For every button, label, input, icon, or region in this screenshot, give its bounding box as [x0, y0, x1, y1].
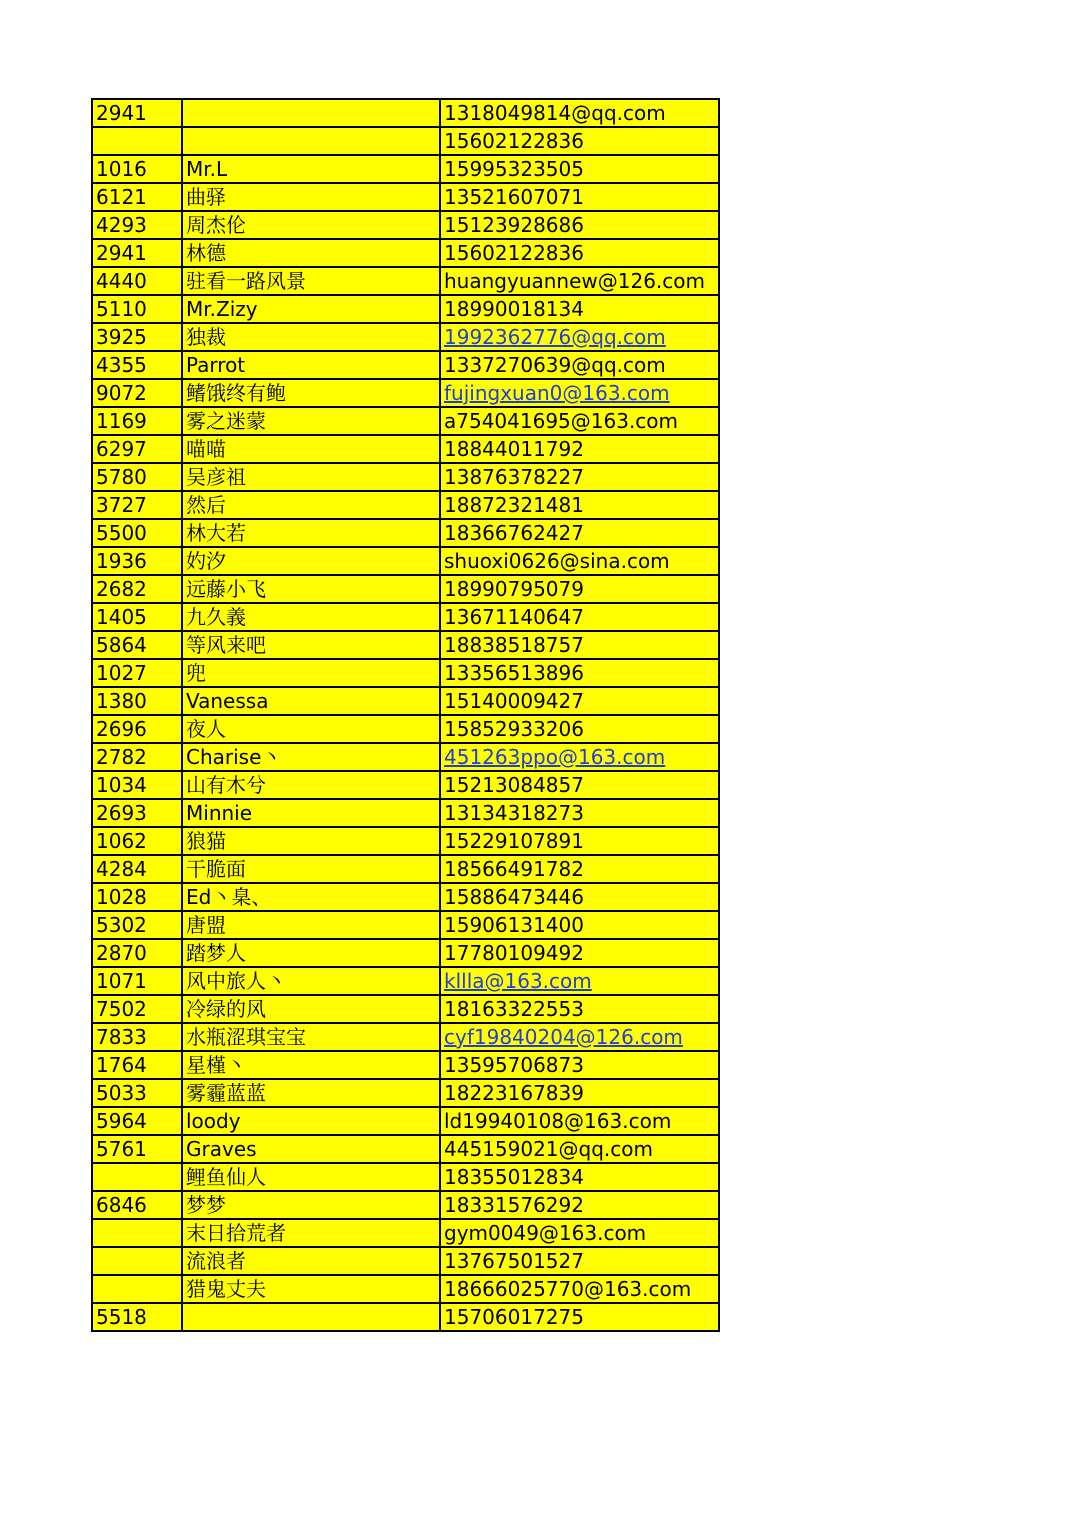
email-link[interactable]: 451263ppo@163.com	[444, 745, 666, 769]
id-cell: 4440	[92, 267, 182, 295]
contact-cell: 15602122836	[440, 127, 719, 155]
name-cell: 兜	[182, 659, 440, 687]
contact-cell	[440, 1023, 719, 1051]
name-cell: 驻看一路风景	[182, 267, 440, 295]
name-cell: 林德	[182, 239, 440, 267]
table-row	[92, 155, 719, 183]
id-cell	[92, 1275, 182, 1303]
id-cell: 1034	[92, 771, 182, 799]
id-cell: 1071	[92, 967, 182, 995]
name-cell: Minnie	[182, 799, 440, 827]
name-cell: 独裁	[182, 323, 440, 351]
table-row	[92, 295, 719, 323]
contact-cell: 1318049814@qq.com	[440, 99, 719, 127]
contact-cell: 13595706873	[440, 1051, 719, 1079]
contact-cell: shuoxi0626@sina.com	[440, 547, 719, 575]
contact-cell: 18990018134	[440, 295, 719, 323]
table-row	[92, 939, 719, 967]
name-cell: 妁汐	[182, 547, 440, 575]
contact-cell: 15229107891	[440, 827, 719, 855]
name-cell: 九久義	[182, 603, 440, 631]
contact-cell: 13356513896	[440, 659, 719, 687]
name-cell: 风中旅人丶	[182, 967, 440, 995]
contact-cell: 18331576292	[440, 1191, 719, 1219]
name-cell: 夜人	[182, 715, 440, 743]
contact-cell: 15906131400	[440, 911, 719, 939]
contact-cell: 15140009427	[440, 687, 719, 715]
name-cell: 然后	[182, 491, 440, 519]
id-cell: 2870	[92, 939, 182, 967]
table-row	[92, 855, 719, 883]
table-row	[92, 883, 719, 911]
name-cell	[182, 99, 440, 127]
contact-cell: 18838518757	[440, 631, 719, 659]
contact-cell: 1337270639@qq.com	[440, 351, 719, 379]
id-cell: 5033	[92, 1079, 182, 1107]
id-cell: 1169	[92, 407, 182, 435]
id-cell: 6121	[92, 183, 182, 211]
id-cell: 5518	[92, 1303, 182, 1331]
table-row	[92, 1247, 719, 1275]
contact-cell: 18990795079	[440, 575, 719, 603]
contact-cell: 15995323505	[440, 155, 719, 183]
contact-cell: 18666025770@163.com	[440, 1275, 719, 1303]
table-row	[92, 827, 719, 855]
email-link[interactable]: cyf19840204@126.com	[444, 1025, 683, 1049]
contact-cell: a754041695@163.com	[440, 407, 719, 435]
id-cell: 1405	[92, 603, 182, 631]
id-cell: 7833	[92, 1023, 182, 1051]
id-cell: 2696	[92, 715, 182, 743]
table-row	[92, 407, 719, 435]
name-cell: 鳍饿终有鲍	[182, 379, 440, 407]
name-cell: Graves	[182, 1135, 440, 1163]
contact-cell: 17780109492	[440, 939, 719, 967]
id-cell: 2941	[92, 239, 182, 267]
id-cell: 5761	[92, 1135, 182, 1163]
table-row	[92, 687, 719, 715]
name-cell: 水瓶涩琪宝宝	[182, 1023, 440, 1051]
name-cell	[182, 1303, 440, 1331]
table-row	[92, 239, 719, 267]
id-cell: 5302	[92, 911, 182, 939]
id-cell	[92, 1219, 182, 1247]
id-cell: 9072	[92, 379, 182, 407]
table-row	[92, 463, 719, 491]
name-cell: 曲驿	[182, 183, 440, 211]
id-cell: 1027	[92, 659, 182, 687]
id-cell: 5500	[92, 519, 182, 547]
name-cell: Vanessa	[182, 687, 440, 715]
table-row	[92, 1303, 719, 1331]
name-cell: 周杰伦	[182, 211, 440, 239]
name-cell: 雾之迷蒙	[182, 407, 440, 435]
name-cell: Charise丶	[182, 743, 440, 771]
contact-cell: ld19940108@163.com	[440, 1107, 719, 1135]
contact-cell: 445159021@qq.com	[440, 1135, 719, 1163]
contact-cell: 15706017275	[440, 1303, 719, 1331]
name-cell: 星槿丶	[182, 1051, 440, 1079]
id-cell	[92, 127, 182, 155]
name-cell: 踏梦人	[182, 939, 440, 967]
id-cell: 1936	[92, 547, 182, 575]
table-row	[92, 911, 719, 939]
table-row	[92, 1051, 719, 1079]
contact-cell: 15602122836	[440, 239, 719, 267]
contact-table-body	[92, 99, 719, 1331]
table-row	[92, 743, 719, 771]
contact-cell: 18355012834	[440, 1163, 719, 1191]
name-cell: 鲤鱼仙人	[182, 1163, 440, 1191]
table-row	[92, 99, 719, 127]
id-cell: 5964	[92, 1107, 182, 1135]
id-cell: 1062	[92, 827, 182, 855]
name-cell: 吴彦祖	[182, 463, 440, 491]
table-row	[92, 771, 719, 799]
id-cell: 5780	[92, 463, 182, 491]
contact-cell: 18566491782	[440, 855, 719, 883]
table-row	[92, 1163, 719, 1191]
contact-cell: 18163322553	[440, 995, 719, 1023]
table-row	[92, 1107, 719, 1135]
table-row	[92, 351, 719, 379]
id-cell: 3925	[92, 323, 182, 351]
id-cell: 2682	[92, 575, 182, 603]
contact-cell: 15886473446	[440, 883, 719, 911]
id-cell: 1028	[92, 883, 182, 911]
name-cell: 林大若	[182, 519, 440, 547]
contact-table	[91, 98, 720, 1332]
id-cell: 1016	[92, 155, 182, 183]
id-cell: 1764	[92, 1051, 182, 1079]
id-cell: 4293	[92, 211, 182, 239]
name-cell	[182, 127, 440, 155]
name-cell: 雾霾蓝蓝	[182, 1079, 440, 1107]
table-row	[92, 967, 719, 995]
table-row	[92, 1135, 719, 1163]
table-row	[92, 491, 719, 519]
name-cell: 猎鬼丈夫	[182, 1275, 440, 1303]
table-row	[92, 519, 719, 547]
email-link[interactable]: fujingxuan0@163.com	[444, 381, 670, 405]
table-row	[92, 183, 719, 211]
table-row	[92, 799, 719, 827]
table-row	[92, 1023, 719, 1051]
contact-cell: huangyuannew@126.com	[440, 267, 719, 295]
table-row	[92, 1219, 719, 1247]
table-row	[92, 1079, 719, 1107]
contact-cell: 13134318273	[440, 799, 719, 827]
id-cell: 6846	[92, 1191, 182, 1219]
id-cell: 3727	[92, 491, 182, 519]
table-row	[92, 211, 719, 239]
name-cell: 梦梦	[182, 1191, 440, 1219]
contact-cell: 15123928686	[440, 211, 719, 239]
contact-cell: 15852933206	[440, 715, 719, 743]
name-cell: Parrot	[182, 351, 440, 379]
name-cell: 等风来吧	[182, 631, 440, 659]
id-cell	[92, 1247, 182, 1275]
table-row	[92, 631, 719, 659]
table-row	[92, 267, 719, 295]
name-cell: 远藤小飞	[182, 575, 440, 603]
table-row	[92, 323, 719, 351]
id-cell: 6297	[92, 435, 182, 463]
contact-cell: 18872321481	[440, 491, 719, 519]
id-cell: 7502	[92, 995, 182, 1023]
contact-cell: 18366762427	[440, 519, 719, 547]
table-row	[92, 603, 719, 631]
id-cell: 2941	[92, 99, 182, 127]
contact-cell	[440, 967, 719, 995]
id-cell: 4355	[92, 351, 182, 379]
table-row	[92, 435, 719, 463]
contact-cell	[440, 379, 719, 407]
name-cell: 末日拾荒者	[182, 1219, 440, 1247]
id-cell: 1380	[92, 687, 182, 715]
id-cell: 2693	[92, 799, 182, 827]
contact-cell: 13876378227	[440, 463, 719, 491]
name-cell: Ed丶臬、	[182, 883, 440, 911]
email-link[interactable]: kllla@163.com	[444, 969, 592, 993]
name-cell: 山有木兮	[182, 771, 440, 799]
contact-cell: 13671140647	[440, 603, 719, 631]
table-row	[92, 1275, 719, 1303]
contact-cell: gym0049@163.com	[440, 1219, 719, 1247]
contact-cell: 15213084857	[440, 771, 719, 799]
name-cell: 狼猫	[182, 827, 440, 855]
name-cell: 唐盟	[182, 911, 440, 939]
id-cell	[92, 1163, 182, 1191]
id-cell: 2782	[92, 743, 182, 771]
name-cell: 干脆面	[182, 855, 440, 883]
name-cell: 喵喵	[182, 435, 440, 463]
name-cell: 流浪者	[182, 1247, 440, 1275]
table-row	[92, 127, 719, 155]
contact-cell: 13767501527	[440, 1247, 719, 1275]
id-cell: 4284	[92, 855, 182, 883]
contact-cell	[440, 323, 719, 351]
id-cell: 5110	[92, 295, 182, 323]
contact-cell: 13521607071	[440, 183, 719, 211]
contact-cell: 18844011792	[440, 435, 719, 463]
table-row	[92, 995, 719, 1023]
table-row	[92, 379, 719, 407]
contact-cell	[440, 743, 719, 771]
name-cell: Mr.L	[182, 155, 440, 183]
table-row	[92, 1191, 719, 1219]
table-row	[92, 715, 719, 743]
name-cell: 冷绿的风	[182, 995, 440, 1023]
email-link[interactable]: 1992362776@qq.com	[444, 325, 666, 349]
id-cell: 5864	[92, 631, 182, 659]
table-row	[92, 575, 719, 603]
name-cell: Mr.Zizy	[182, 295, 440, 323]
table-row	[92, 659, 719, 687]
name-cell: loody	[182, 1107, 440, 1135]
contact-cell: 18223167839	[440, 1079, 719, 1107]
table-row	[92, 547, 719, 575]
